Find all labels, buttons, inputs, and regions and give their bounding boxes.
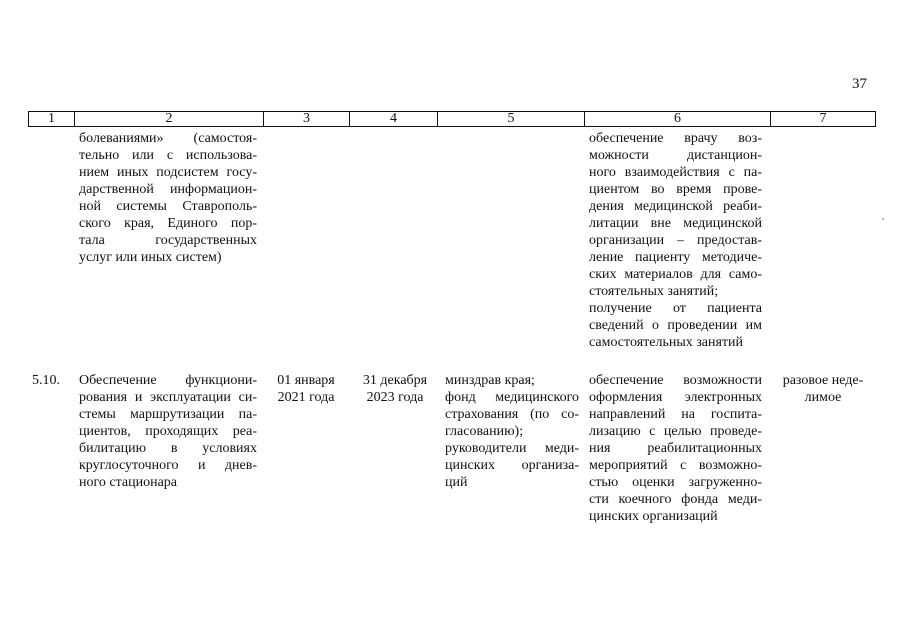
row-5-10-start-date: [271, 372, 341, 406]
text-line: можности дистанцион-: [589, 148, 762, 163]
text-line: 31 декабря: [362, 373, 428, 388]
text-line: ной системы Ставрополь-: [79, 199, 257, 214]
text-line: получение от пациента: [589, 301, 762, 316]
text-line: болеваниями» (самостоя-: [79, 131, 257, 146]
column-header-3: 3: [264, 112, 350, 127]
text-line: круглосуточного и днев-: [79, 458, 257, 473]
text-line: страхования (по со-: [445, 407, 579, 422]
row-number: 5.10.: [32, 373, 60, 388]
text-line: билитацию в условиях: [79, 441, 257, 456]
text-line: мероприятий с возможно-: [589, 458, 762, 473]
text-line: 01 января: [277, 373, 335, 388]
text-line: организации – предостав-: [589, 233, 762, 248]
text-line: дения медицинской реаби-: [589, 199, 762, 214]
text-line: дарственной информацион-: [79, 182, 257, 197]
text-line: руководители меди-: [445, 441, 579, 456]
text-line: лизацию с целью проведе-: [589, 424, 762, 439]
text-line: тала государственных: [79, 233, 257, 248]
text-line: рования и эксплуатации си-: [79, 390, 257, 405]
text-line: оформления электронных: [589, 390, 762, 405]
text-line: фонд медицинского: [445, 390, 579, 405]
column-header-2: 2: [75, 112, 264, 127]
scan-artifact: [882, 218, 884, 220]
text-line: сведений о проведении им: [589, 318, 762, 333]
text-line: разовое неде-: [782, 373, 864, 388]
text-line: литации вне медицинской: [589, 216, 762, 231]
text-line: 2021 года: [277, 390, 335, 405]
text-line: минздрав края;: [445, 373, 535, 388]
text-line: ских материалов для само-: [589, 267, 762, 282]
column-header-7: 7: [771, 112, 876, 127]
text-line: ния реабилитационных: [589, 441, 762, 456]
text-line: ного стационара: [79, 475, 178, 490]
row-5-10-responsible: [445, 372, 579, 491]
text-line: самостоятельных занятий: [589, 335, 744, 350]
text-line: циентом во время прове-: [589, 182, 762, 197]
row-5-10-result-type: [776, 372, 870, 406]
text-line: цинских организаций: [589, 509, 718, 524]
text-line: нием иных подсистем госу-: [79, 165, 257, 180]
text-line: стью оценки загруженно-: [589, 475, 762, 490]
text-line: тельно или с использова-: [79, 148, 257, 163]
column-header-row: [28, 111, 876, 127]
text-line: 2023 года: [366, 390, 424, 405]
text-line: стоятельных занятий;: [589, 284, 719, 299]
text-line: Обеспечение функциони-: [79, 373, 257, 388]
row-5-10-end-date: [357, 372, 433, 406]
row-5-10-result: [589, 372, 762, 525]
text-line: ного взаимодействия с па-: [589, 165, 762, 180]
text-line: гласованию);: [445, 424, 524, 439]
text-line: услуг или иных систем): [79, 250, 222, 265]
text-line: стемы маршрутизации па-: [79, 407, 257, 422]
column-header-4: 4: [350, 112, 438, 127]
row-5-10-activity: [79, 372, 257, 491]
text-line: ление пациенту методиче-: [589, 250, 762, 265]
continuation-col2-text: [79, 130, 257, 266]
column-header-6: 6: [585, 112, 771, 127]
continuation-col6-text: [589, 130, 762, 351]
text-line: ций: [445, 475, 468, 490]
text-line: циентов, проходящих реа-: [79, 424, 257, 439]
text-line: сти коечного фонда меди-: [589, 492, 762, 507]
text-line: лимое: [804, 390, 842, 405]
page-number: 37: [852, 76, 867, 92]
text-line: направлений на госпита-: [589, 407, 762, 422]
text-line: цинских организа-: [445, 458, 579, 473]
column-header-5: 5: [438, 112, 585, 127]
text-line: обеспечение возможности: [589, 373, 762, 388]
text-line: ского края, Единого пор-: [79, 216, 257, 231]
text-line: обеспечение врачу воз-: [589, 131, 762, 146]
column-header-1: 1: [29, 112, 75, 127]
